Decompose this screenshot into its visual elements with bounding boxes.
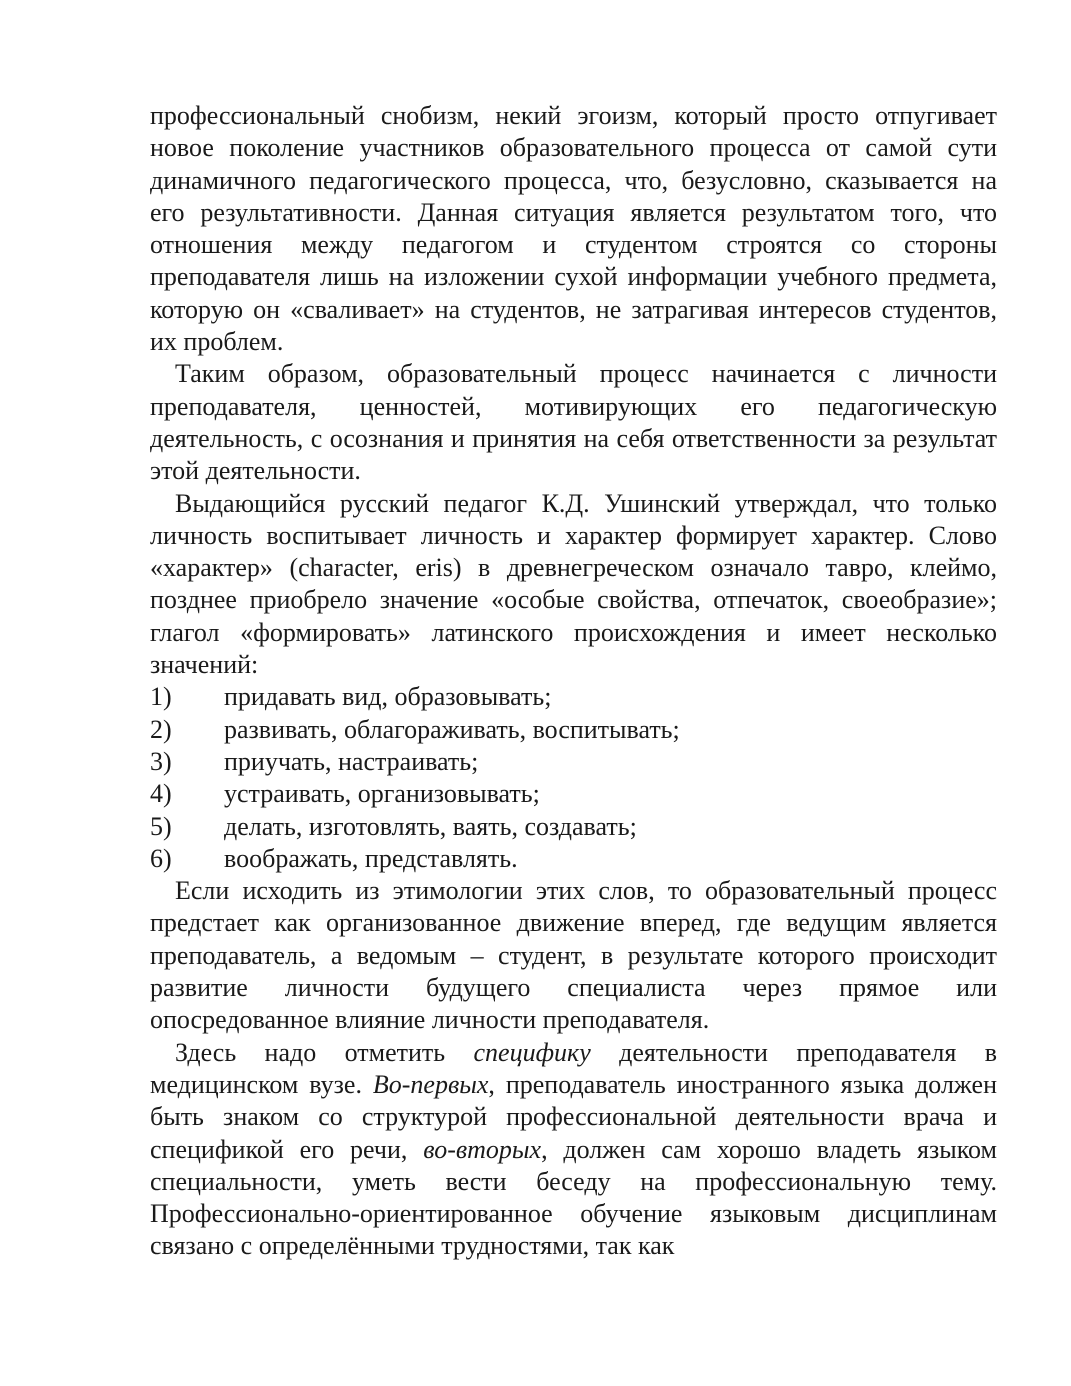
paragraph-1: профессиональный снобизм, некий эгоизм, который просто отпугивает новое поколение участников образовательного процесса от самой сути динамичного педагогического процесса, что, безусловно, сказывается на его результативности. Данная ситуация является результатом того, что отношения между педагогом и студентом строятся со стороны преподавателя лишь на изложении сухой информации учебного предмета, которую он «сваливает» на студентов, не затрагивая интересов студентов, их проблем. [150,101,997,357]
list-item-number: 5) [150,811,172,841]
paragraph-4: Если исходить из этимологии этих слов, то образовательный процесс предстает как организованное движение вперед, где ведущим является преподаватель, а ведомым – студент, в результате которого происходит развитие личности будущего специалиста через прямое или опосредованное влияние личности преподавателя. [150,876,997,1035]
list-item [150,714,997,746]
paragraph-5-text: деятельности преподавателя в медицинском вузе. [150,1037,998,1099]
paragraph-3: Выдающийся русский педагог К.Д. Ушинский утверждал, что только личность воспитывает личность и характер формирует характер. Слово «характер» (character, eris) в древнегреческом означало тавро, клеймо, позднее приобрело значение «особые свойства, отпечаток, своеобразие»; глагол «формировать» латинского происхождения и имеет несколько значений: [150,488,997,680]
list-item-text: воображать, представлять. [224,843,518,873]
list-item-text: приучать, настраивать; [224,746,479,776]
list-item-number: 3) [150,746,172,776]
list-item-number: 2) [150,714,172,744]
list-item [150,746,997,778]
list-item-number: 1) [150,682,172,712]
paragraph-5-text: , преподаватель иностранного языка должен быть знаком со структурой профессиональной деятельности врача и спецификой его речи, [150,1069,997,1164]
list-item [150,811,997,843]
paragraph-5-text: Здесь надо отметить [175,1037,474,1067]
list-item-text: устраивать, организовывать; [224,779,540,809]
paragraph-5 [150,1037,997,1263]
list-item-number: 4) [150,779,172,809]
list-item [150,778,997,810]
paragraph-2: Таким образом, образовательный процесс начинается с личности преподавателя, ценностей, мотивирующих его педагогическую деятельность, с осознания и принятия на себя ответственности за результат этой деятельности. [150,359,997,486]
list-item-number: 6) [150,843,172,873]
paragraph-5-text: , должен сам хорошо владеть языком специальности, уметь вести беседу на профессиональную тему. Профессионально-ориентированное обучение языковым дисциплинам связано с определёнными трудностями, так как [150,1134,997,1261]
list-item-text: развивать, облагораживать, воспитывать; [224,714,680,744]
list-item [150,843,997,875]
italic-term-secondly: во-вторых [423,1134,542,1164]
list-item [150,681,997,713]
italic-term-specifics: специфику [473,1037,591,1067]
document-page [150,100,997,1263]
numbered-list [150,681,997,875]
italic-term-firstly: Во-первых [372,1069,489,1099]
list-item-text: придавать вид, образовывать; [224,682,552,712]
list-item-text: делать, изготовлять, ваять, создавать; [224,811,637,841]
